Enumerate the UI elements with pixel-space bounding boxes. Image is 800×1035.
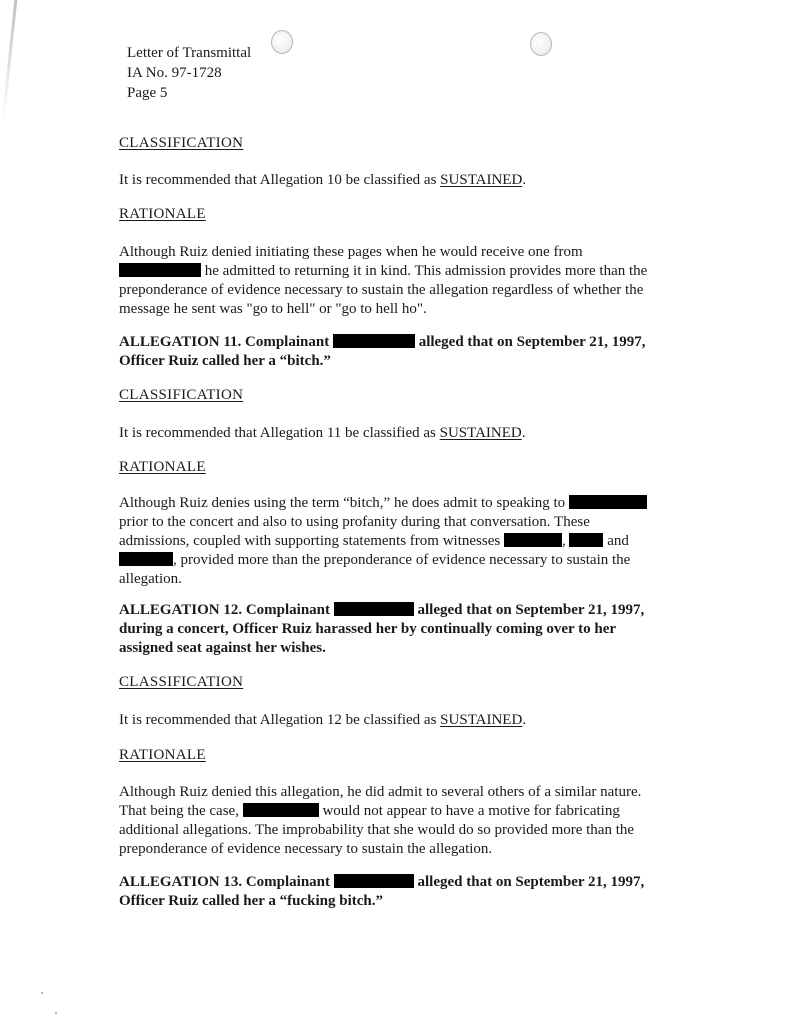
paragraph-line: additional allegations. The improbability that she would do so provided more than the bbox=[119, 822, 635, 838]
paragraph-line bbox=[119, 873, 699, 892]
section-heading bbox=[119, 134, 243, 153]
section-heading bbox=[119, 673, 243, 692]
line-text: alleged that on September 21, 1997, bbox=[413, 602, 645, 618]
line-text: That being the case, bbox=[119, 803, 243, 819]
rationale-paragraph bbox=[119, 783, 699, 859]
paragraph-line: allegation. bbox=[119, 571, 182, 587]
paragraph-line: message he sent was "go to hell" or "go to hell ho". bbox=[119, 301, 427, 317]
rationale-paragraph bbox=[119, 494, 699, 589]
allegation-title bbox=[119, 601, 699, 658]
classification-heading: CLASSIFICATION bbox=[119, 387, 244, 403]
line-text: , bbox=[561, 533, 570, 549]
line-text: ALLEGATION 12. Complainant bbox=[119, 602, 334, 618]
punctuation: . bbox=[522, 172, 527, 188]
punch-hole bbox=[271, 30, 293, 54]
rationale-heading: RATIONALE bbox=[119, 206, 206, 222]
line-text: , provided more than the preponderance of evidence necessary to sustain the bbox=[173, 552, 631, 568]
redaction-bar bbox=[569, 495, 647, 509]
punctuation: . bbox=[522, 712, 527, 728]
paragraph-line: during a concert, Officer Ruiz harassed her by continually coming over to her bbox=[119, 621, 617, 637]
classification-value: SUSTAINED bbox=[439, 425, 522, 441]
paragraph-line bbox=[119, 532, 699, 551]
recommendation-text: It is recommended that Allegation 10 be classified as bbox=[119, 172, 441, 188]
line-text: ALLEGATION 13. Complainant bbox=[119, 874, 334, 890]
redaction-bar bbox=[243, 803, 319, 817]
paragraph-line bbox=[119, 333, 699, 352]
redaction-bar bbox=[333, 334, 415, 348]
line-text: Although Ruiz denies using the term “bitch,” he does admit to speaking to bbox=[119, 495, 569, 511]
header-page-number: Page 5 bbox=[127, 85, 168, 101]
redaction-bar bbox=[119, 263, 201, 277]
classification-value: SUSTAINED bbox=[440, 712, 523, 728]
rationale-heading: RATIONALE bbox=[119, 459, 206, 475]
rationale-heading: RATIONALE bbox=[119, 747, 206, 763]
section-heading bbox=[119, 205, 206, 224]
line-text: would not appear to have a motive for fabricating bbox=[318, 803, 620, 819]
paragraph-line: prior to the concert and also to using profanity during that conversation. These bbox=[119, 514, 590, 530]
classification-value: SUSTAINED bbox=[440, 172, 523, 188]
section-heading bbox=[119, 386, 243, 405]
paragraph-line bbox=[119, 262, 699, 281]
rationale-paragraph bbox=[119, 243, 699, 319]
letter-header bbox=[127, 43, 251, 103]
recommendation-text: It is recommended that Allegation 11 be classified as bbox=[119, 425, 440, 441]
scan-speck bbox=[41, 992, 43, 994]
paragraph-line bbox=[119, 601, 699, 620]
allegation-title bbox=[119, 873, 699, 911]
punctuation: . bbox=[521, 425, 526, 441]
paragraph-line: Although Ruiz denied initiating these pages when he would receive one from bbox=[119, 244, 583, 260]
recommendation-text: It is recommended that Allegation 12 be classified as bbox=[119, 712, 441, 728]
paragraph-line: Although Ruiz denied this allegation, he did admit to several others of a similar nature. bbox=[119, 784, 642, 800]
scan-speck bbox=[55, 1012, 57, 1014]
line-text: admissions, coupled with supporting statements from witnesses bbox=[119, 533, 504, 549]
paragraph-line: assigned seat against her wishes. bbox=[119, 640, 326, 656]
classification-heading: CLASSIFICATION bbox=[119, 674, 244, 690]
paragraph-line bbox=[119, 551, 699, 570]
redaction-bar bbox=[334, 602, 414, 616]
redaction-bar bbox=[334, 874, 414, 888]
paragraph-line bbox=[119, 802, 699, 821]
paragraph-line: preponderance of evidence necessary to sustain the allegation regardless of whether the bbox=[119, 282, 644, 298]
scan-edge-mark bbox=[2, 0, 18, 120]
classification-heading: CLASSIFICATION bbox=[119, 135, 244, 151]
line-text: and bbox=[603, 533, 629, 549]
section-heading bbox=[119, 746, 206, 765]
recommendation-paragraph bbox=[119, 171, 526, 190]
paragraph-line bbox=[119, 494, 699, 513]
punch-hole bbox=[530, 32, 552, 56]
header-case-number: IA No. 97-1728 bbox=[127, 65, 222, 81]
line-text: alleged that on September 21, 1997, bbox=[413, 874, 645, 890]
line-text: he admitted to returning it in kind. This admission provides more than the bbox=[201, 263, 648, 279]
section-heading bbox=[119, 458, 206, 477]
redaction-bar bbox=[119, 552, 173, 566]
line-text: ALLEGATION 11. Complainant bbox=[119, 334, 333, 350]
line-text: alleged that on September 21, 1997, bbox=[414, 334, 646, 350]
recommendation-paragraph bbox=[119, 424, 526, 443]
allegation-title bbox=[119, 333, 699, 371]
recommendation-paragraph bbox=[119, 711, 526, 730]
redaction-bar bbox=[569, 533, 603, 547]
paragraph-line: preponderance of evidence necessary to sustain the allegation. bbox=[119, 841, 493, 857]
redaction-bar bbox=[504, 533, 562, 547]
paragraph-line: Officer Ruiz called her a “bitch.” bbox=[119, 353, 331, 369]
header-title: Letter of Transmittal bbox=[127, 45, 252, 61]
paragraph-line: Officer Ruiz called her a “fucking bitch.” bbox=[119, 893, 384, 909]
